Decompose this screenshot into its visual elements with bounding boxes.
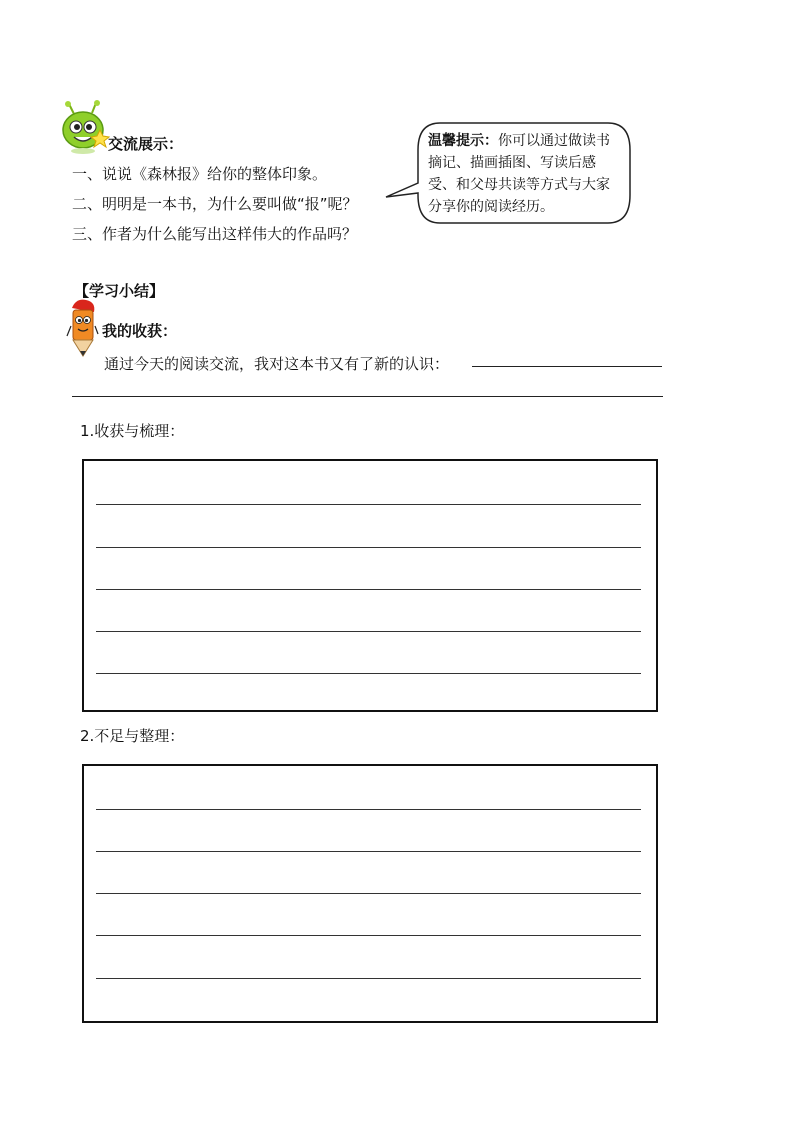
summary-header: 【学习小结】: [74, 282, 165, 300]
writing-line[interactable]: [96, 809, 641, 810]
gain-title: 我的收获：: [102, 322, 178, 340]
writing-line[interactable]: [96, 504, 641, 505]
green-smiley-mascot-icon: [60, 100, 110, 155]
writing-line[interactable]: [96, 547, 641, 548]
tip-label: 温馨提示：: [428, 133, 498, 149]
exchange-title: 交流展示：: [108, 135, 184, 153]
writing-box-gains[interactable]: [82, 459, 658, 712]
pencil-character-icon: [66, 296, 100, 362]
writing-line[interactable]: [96, 851, 641, 852]
writing-line[interactable]: [96, 673, 641, 674]
tip-content: 你可以通过做读书摘记、描画插图、写读后感受、和父母共读等方式与大家分享你的阅读经历。: [428, 133, 610, 215]
section-heading-gains: 1.收获与梳理：: [80, 422, 185, 440]
writing-line[interactable]: [96, 893, 641, 894]
answer-line[interactable]: [72, 396, 663, 397]
writing-box-shortcomings[interactable]: [82, 764, 658, 1023]
writing-line[interactable]: [96, 978, 641, 979]
writing-line[interactable]: [96, 935, 641, 936]
section-heading-shortcomings: 2.不足与整理：: [80, 727, 185, 745]
question-2: 二、明明是一本书，为什么要叫做“报”呢？: [72, 195, 358, 213]
answer-line[interactable]: [472, 366, 662, 367]
writing-line[interactable]: [96, 589, 641, 590]
question-3: 三、作者为什么能写出这样伟大的作品吗？: [72, 225, 358, 243]
gain-sentence: 通过今天的阅读交流，我对这本书又有了新的认识：: [104, 355, 450, 373]
tip-text-block: [428, 130, 623, 218]
question-1: 一、说说《森林报》给你的整体印象。: [72, 165, 328, 183]
writing-line[interactable]: [96, 631, 641, 632]
